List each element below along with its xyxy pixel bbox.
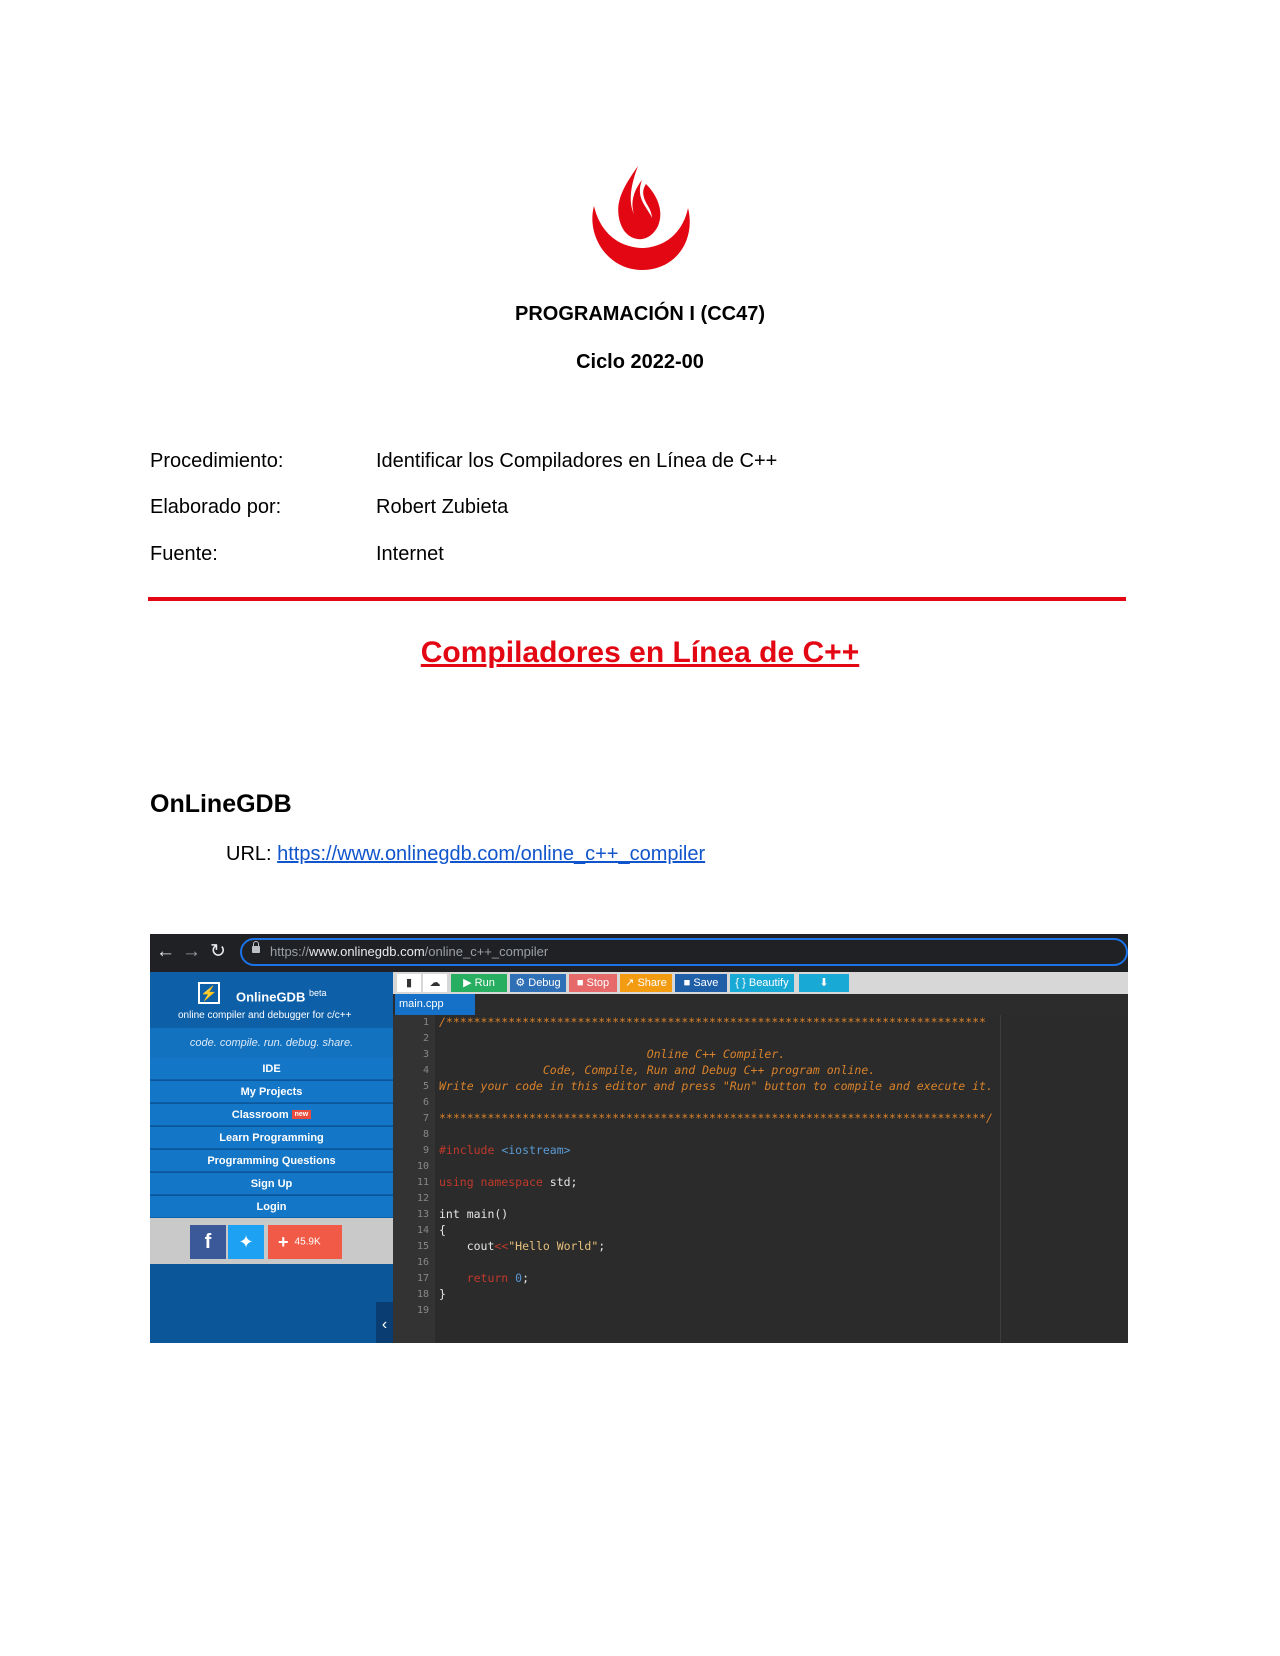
code-editor[interactable] xyxy=(393,1015,1128,1343)
line-number: 14 xyxy=(416,1225,429,1236)
sidebar-item-classroom[interactable]: Classroom new xyxy=(150,1104,393,1126)
tab-main-cpp[interactable]: main.cpp xyxy=(395,994,475,1015)
course-title: PROGRAMACIÓN I (CC47) xyxy=(514,303,765,325)
code-line: { xyxy=(439,1223,446,1237)
code-line: Code, Compile, Run and Debug C++ program online. xyxy=(439,1063,876,1077)
brand-subtitle: online compiler and debugger for c/c++ xyxy=(178,1010,352,1021)
source-label: Fuente: xyxy=(150,543,218,565)
lightning-icon: ⚡ xyxy=(198,982,220,1004)
code-line: using namespace std; xyxy=(439,1175,578,1189)
back-arrow-icon[interactable]: ← xyxy=(156,941,175,962)
line-number: 3 xyxy=(422,1049,429,1060)
address-bar[interactable] xyxy=(240,938,1128,966)
line-number: 6 xyxy=(422,1097,429,1108)
line-number: 11 xyxy=(416,1177,429,1188)
file-tab-bar xyxy=(393,994,1128,1015)
line-number: 7 xyxy=(422,1113,429,1124)
sidebar-item-my-projects[interactable]: My Projects xyxy=(150,1081,393,1103)
save-button[interactable]: ■ Save xyxy=(675,974,727,992)
code-line: } xyxy=(439,1287,446,1301)
red-divider xyxy=(148,597,1126,601)
line-number: 5 xyxy=(422,1081,429,1092)
editor-toolbar xyxy=(393,972,1128,994)
section-heading: OnLineGDB xyxy=(150,790,292,818)
sidebar-item-login[interactable]: Login xyxy=(150,1196,393,1218)
code-line: Online C++ Compiler. xyxy=(439,1047,786,1061)
line-number: 9 xyxy=(422,1145,429,1156)
author-value: Robert Zubieta xyxy=(376,496,509,518)
social-share-bar xyxy=(150,1218,393,1264)
brand-header xyxy=(150,972,393,1028)
source-value: Internet xyxy=(376,543,444,565)
line-number: 10 xyxy=(416,1161,429,1172)
beautify-button[interactable]: { } Beautify xyxy=(730,974,794,992)
code-line: cout<<"Hello World"; xyxy=(439,1239,606,1253)
onlinegdb-link[interactable]: https://www.onlinegdb.com/online_c++_compiler xyxy=(277,843,706,865)
lock-icon xyxy=(252,946,260,953)
line-number: 19 xyxy=(416,1305,429,1316)
line-number: 1 xyxy=(422,1017,429,1028)
collapse-sidebar-icon[interactable]: ‹ xyxy=(376,1302,393,1343)
reload-icon[interactable]: ↻ xyxy=(210,941,226,962)
print-margin xyxy=(1000,1015,1001,1343)
author-label: Elaborado por: xyxy=(150,496,282,518)
procedure-value: Identificar los Compiladores en Línea de C++ xyxy=(376,450,778,472)
brand-name[interactable]: OnlineGDB $^{beta}$ xyxy=(236,988,327,1005)
debug-button[interactable]: ⚙ Debug xyxy=(510,974,566,992)
sidebar-item-ide[interactable]: IDE xyxy=(150,1058,393,1080)
tagline: code. compile. run. debug. share. xyxy=(150,1028,393,1058)
run-button[interactable]: ▶ Run xyxy=(451,974,507,992)
stop-button[interactable]: ■ Stop xyxy=(569,974,617,992)
upload-icon[interactable]: ☁ xyxy=(423,974,447,992)
share-button[interactable]: ↗ Share xyxy=(620,974,672,992)
line-number: 18 xyxy=(416,1289,429,1300)
sidebar xyxy=(150,972,393,1343)
document-title: Compiladores en Línea de C++ xyxy=(420,636,860,669)
line-number: 2 xyxy=(422,1033,429,1044)
code-line: #include <iostream> xyxy=(439,1143,571,1157)
url-label: URL: xyxy=(226,843,278,865)
address-text: https://www.onlinegdb.com/online_c++_compiler xyxy=(270,944,549,959)
url-line xyxy=(226,843,705,866)
code-line: return 0; xyxy=(439,1271,530,1285)
browser-toolbar xyxy=(150,934,1128,972)
university-flame-logo xyxy=(584,162,696,276)
plus-icon: + xyxy=(278,1232,289,1252)
line-number: 4 xyxy=(422,1065,429,1076)
procedure-label: Procedimiento: xyxy=(150,450,284,472)
line-number: 12 xyxy=(416,1193,429,1204)
course-cycle: Ciclo 2022-00 xyxy=(576,351,704,373)
code-line: *******************************************************************************/ xyxy=(439,1111,993,1125)
line-number: 17 xyxy=(416,1273,429,1284)
facebook-icon[interactable]: f xyxy=(190,1225,226,1259)
line-gutter xyxy=(393,1015,435,1343)
line-number: 13 xyxy=(416,1209,429,1220)
sidebar-item-sign-up[interactable]: Sign Up xyxy=(150,1173,393,1195)
line-number: 16 xyxy=(416,1257,429,1268)
new-file-icon[interactable]: ▮ xyxy=(397,974,421,992)
code-line: int main() xyxy=(439,1207,509,1221)
line-number: 8 xyxy=(422,1129,429,1140)
code-line: Write your code in this editor and press "Run" button to compile and execute it. xyxy=(439,1079,993,1093)
onlinegdb-screenshot xyxy=(150,934,1128,1343)
download-icon[interactable]: ⬇ xyxy=(799,974,849,992)
code-line: /****************************************************************************** xyxy=(439,1015,986,1029)
sidebar-item-learn-programming[interactable]: Learn Programming xyxy=(150,1127,393,1149)
line-number: 15 xyxy=(416,1241,429,1252)
twitter-icon[interactable]: ✦ xyxy=(228,1225,264,1259)
sidebar-item-programming-questions[interactable]: Programming Questions xyxy=(150,1150,393,1172)
forward-arrow-icon[interactable]: → xyxy=(182,941,201,962)
share-count-button[interactable]: + 45.9K xyxy=(268,1225,342,1259)
new-badge: new xyxy=(292,1110,312,1119)
